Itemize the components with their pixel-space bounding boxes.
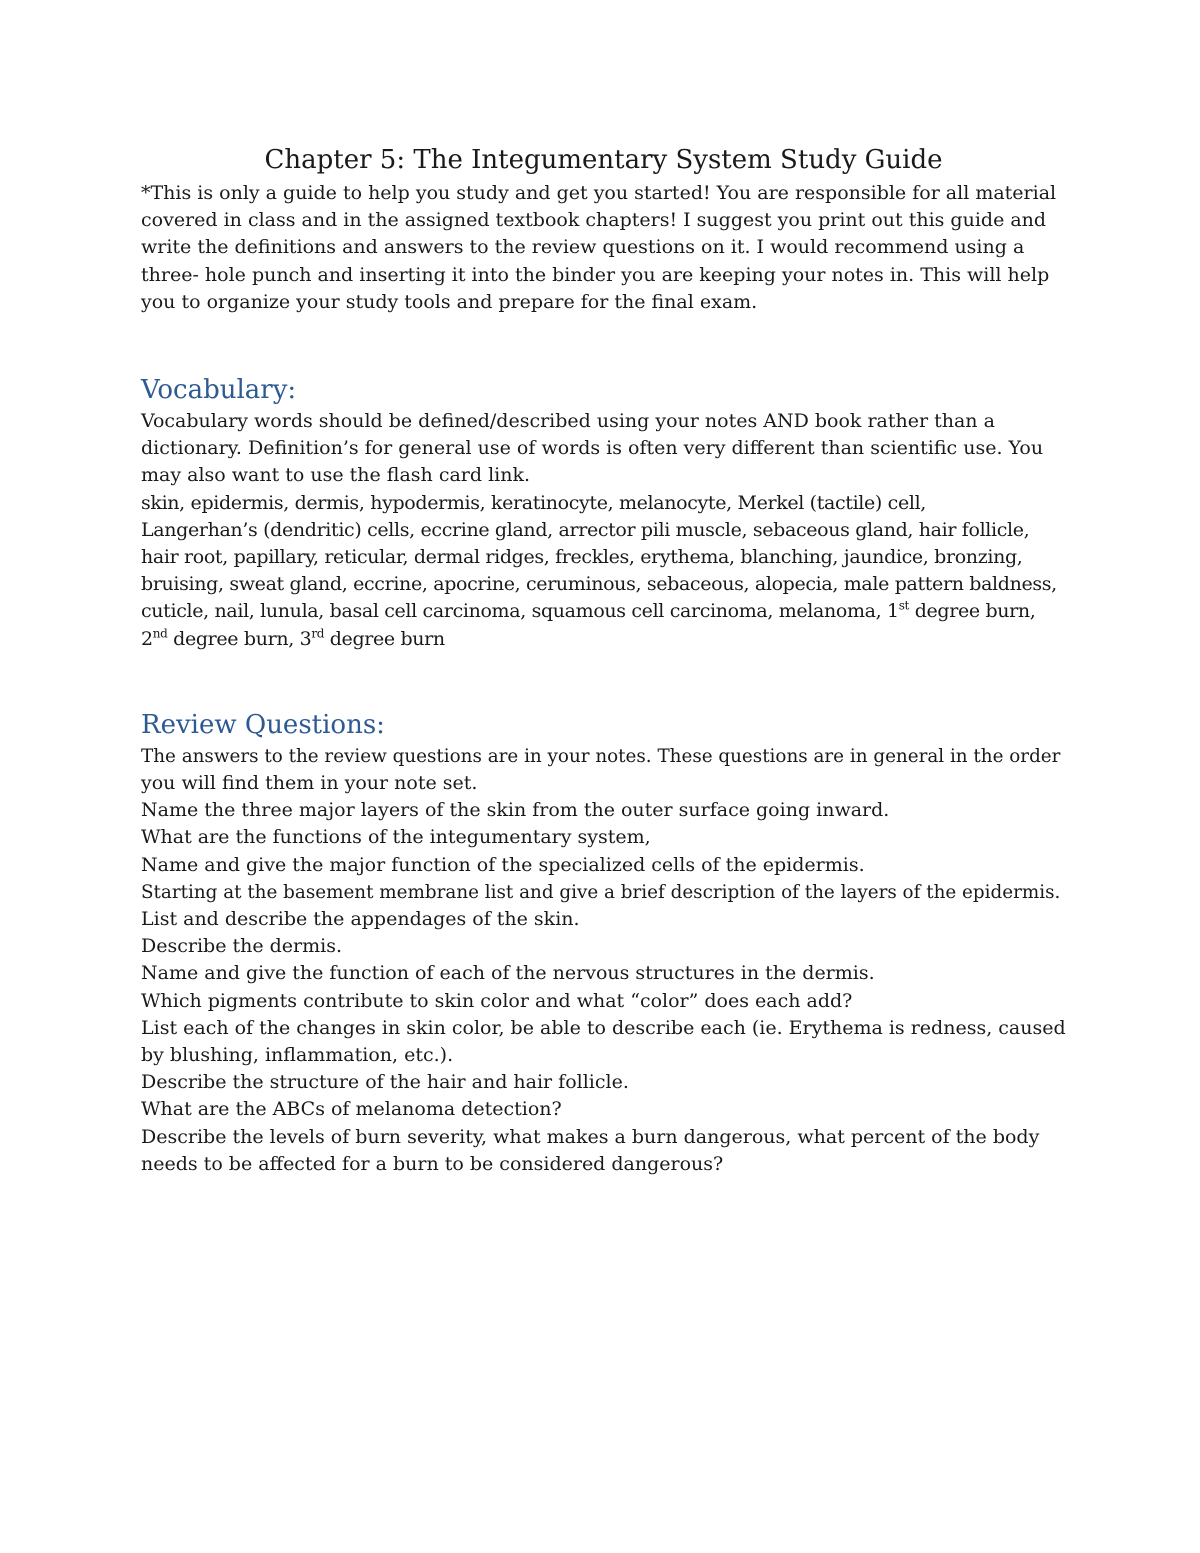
- vocabulary-text: degree burn,: [909, 600, 1036, 623]
- document-page: [141, 140, 1066, 1178]
- review-line: Describe the structure of the hair and hair follicle.: [141, 1071, 629, 1094]
- review-line: Starting at the basement membrane list and give a brief description of the layers of the epidermis.: [141, 881, 1061, 903]
- review-line: Name and give the function of each of the nervous structures in the dermis.: [141, 962, 875, 985]
- review-line: by blushing, inflammation, etc.).: [141, 1044, 454, 1067]
- intro-line: covered in class and in the assigned textbook chapters! I suggest you print out this guide and: [141, 209, 1047, 232]
- review-line: needs to be affected for a burn to be considered dangerous?: [141, 1152, 724, 1175]
- intro-line: write the definitions and answers to the review questions on it. I would recommend using a: [141, 236, 1025, 259]
- review-line: What are the ABCs of melanoma detection?: [141, 1098, 562, 1121]
- review-line: The answers to the review questions are in your notes. These questions are in general in the order: [141, 745, 1061, 767]
- review-questions-list: [141, 743, 1066, 1178]
- review-line: Name and give the major function of the specialized cells of the epidermis.: [141, 853, 865, 876]
- review-line: Describe the levels of burn severity, what makes a burn dangerous, what percent of the body: [141, 1125, 1040, 1148]
- vocabulary-list-line: Langerhan’s (dendritic) cells, eccrine gland, arrector pili muscle, sebaceous gland, hair follicle,: [141, 518, 1030, 541]
- document-title: Chapter 5: The Integumentary System Study Guide: [264, 145, 943, 175]
- review-line: you will find them in your note set.: [141, 772, 478, 795]
- vocabulary-list: [141, 490, 1066, 653]
- review-line: Which pigments contribute to skin color and what “color” does each add?: [141, 989, 853, 1012]
- intro-line: three- hole punch and inserting it into the binder you are keeping your notes in. This will help: [141, 263, 1050, 286]
- ordinal-suffix: st: [898, 599, 910, 614]
- review-line: Describe the dermis.: [141, 935, 343, 958]
- vocabulary-list-line: [141, 626, 1066, 653]
- intro-paragraph: [141, 180, 1066, 316]
- intro-line: *This is only a guide to help you study and get you started! You are responsible for all material: [141, 182, 1057, 204]
- vocabulary-intro-line: dictionary. Definition’s for general use of words is often very different than scientific use. You: [141, 437, 1044, 460]
- intro-line: you to organize your study tools and prepare for the final exam.: [141, 290, 758, 313]
- vocabulary-text: degree burn: [324, 627, 445, 650]
- vocabulary-text: degree burn, 3: [167, 627, 312, 650]
- vocabulary-intro-line: may also want to use the flash card link.: [141, 464, 531, 487]
- vocabulary-intro: [141, 408, 1066, 490]
- vocabulary-list-line: bruising, sweat gland, eccrine, apocrine, ceruminous, sebaceous, alopecia, male pattern baldness,: [141, 573, 1057, 596]
- review-line: List and describe the appendages of the skin.: [141, 908, 580, 931]
- vocabulary-list-line: hair root, papillary, reticular, dermal ridges, freckles, erythema, blanching, jaundice, bronzing,: [141, 546, 1023, 569]
- vocabulary-intro-line: Vocabulary words should be defined/described using your notes AND book rather than a: [141, 410, 995, 433]
- vocabulary-heading: Vocabulary:: [141, 375, 297, 406]
- ordinal-suffix: nd: [152, 626, 168, 641]
- review-line: List each of the changes in skin color, be able to describe each (ie. Erythema is redness, caused: [141, 1016, 1066, 1039]
- review-line: What are the functions of the integumentary system,: [141, 826, 651, 849]
- ordinal-suffix: rd: [311, 626, 325, 641]
- vocabulary-list-line: skin, epidermis, dermis, hypodermis, keratinocyte, melanocyte, Merkel (tactile) cell,: [141, 491, 926, 514]
- review-line: Name the three major layers of the skin from the outer surface going inward.: [141, 799, 890, 822]
- vocabulary-list-line: [141, 598, 1066, 625]
- review-questions-heading: Review Questions:: [141, 709, 385, 740]
- vocabulary-text: cuticle, nail, lunula, basal cell carcinoma, squamous cell carcinoma, melanoma, 1: [141, 600, 899, 623]
- vocabulary-text: 2: [141, 627, 153, 650]
